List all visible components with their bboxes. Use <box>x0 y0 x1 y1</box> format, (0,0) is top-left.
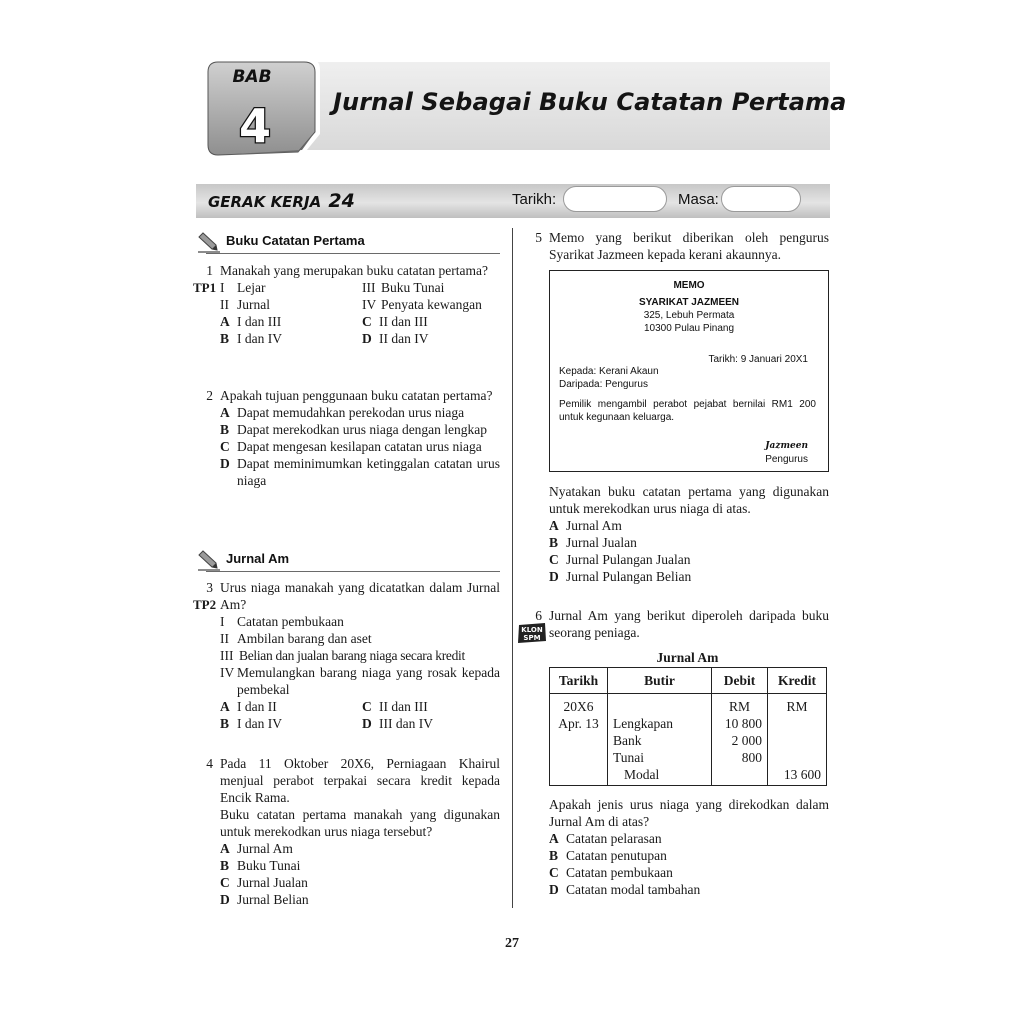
section-heading-buku-catatan <box>196 230 500 256</box>
memo-heading: MEMO <box>673 280 705 291</box>
question-number: 6 <box>535 608 542 623</box>
table-cell: Bank <box>613 733 642 748</box>
tp-level: TP1 <box>193 280 217 295</box>
question-6-prompt <box>522 796 829 898</box>
option-c[interactable]: C Jurnal Pulangan Jualan <box>549 552 691 567</box>
klon-spm-badge <box>516 622 548 644</box>
column-header: Debit <box>712 668 768 694</box>
column-header: Tarikh <box>550 668 608 694</box>
question-text: Manakah yang merupakan buku catatan pertama? <box>220 263 489 278</box>
table-cell: Apr. 13 <box>558 716 599 731</box>
activity-label-text: GERAK KERJA <box>208 193 322 211</box>
pencil-icon <box>196 548 222 572</box>
option-a[interactable]: A I dan III <box>220 314 282 329</box>
section-title: Jurnal Am <box>226 551 290 566</box>
roman-item: I Lejar <box>220 280 266 295</box>
activity-label <box>208 190 355 212</box>
option-c[interactable]: C Catatan pembukaan <box>549 865 673 880</box>
question-number: 4 <box>206 756 213 771</box>
question-text: Urus niaga manakah yang dicatatkan dalam Jurnal Am? <box>220 580 500 612</box>
journal-table <box>549 667 827 786</box>
roman-item: IV Memulangkan barang niaga yang rosak kepada pembekal <box>220 665 500 697</box>
question-prompt: Apakah jenis urus niaga yang direkodkan dalam Jurnal Am di atas? <box>549 797 829 829</box>
question-text: Apakah tujuan penggunaan buku catatan pertama? <box>220 388 493 403</box>
question-2 <box>193 387 500 489</box>
memo-address-line: 325, Lebuh Permata <box>643 310 735 321</box>
roman-item: III Belian dan jualan barang niaga secara kredit <box>220 648 465 663</box>
option-b[interactable]: B Dapat merekodkan urus niaga dengan lengkap <box>220 422 488 437</box>
roman-item: I Catatan pembukaan <box>220 614 344 629</box>
option-c[interactable]: C II dan III <box>362 314 428 329</box>
table-cell: 800 <box>741 750 762 765</box>
table-cell: RM <box>786 699 808 714</box>
pencil-icon <box>196 230 222 254</box>
roman-item: III Buku Tunai <box>362 280 445 295</box>
table-cell <box>717 766 762 783</box>
option-c[interactable]: C Jurnal Jualan <box>220 875 308 890</box>
table-cell: Lengkapan <box>613 716 673 731</box>
chapter-badge-label: BAB <box>232 67 272 87</box>
roman-item: IV Penyata kewangan <box>362 297 482 312</box>
question-prompt: Buku catatan pertama manakah yang digunakan untuk merekodkan urus niaga tersebut? <box>220 807 500 839</box>
option-d[interactable]: D Dapat meminimumkan ketinggalan catatan urus niaga <box>220 456 500 488</box>
question-prompt: Nyatakan buku catatan pertama yang digunakan untuk merekodkan urus niaga di atas. <box>549 484 829 516</box>
column-divider <box>512 228 513 908</box>
table-cell: 20X6 <box>563 699 594 714</box>
memo-company: SYARIKAT JAZMEEN <box>638 297 739 308</box>
badge-text: KLON <box>521 626 543 634</box>
option-d[interactable]: D II dan IV <box>362 331 429 346</box>
question-4 <box>193 755 500 908</box>
question-number: 5 <box>535 230 542 245</box>
option-a[interactable]: A Jurnal Am <box>549 518 622 533</box>
table-cell <box>773 715 821 732</box>
question-text: Memo yang berikut diberikan oleh pengurus Syarikat Jazmeen kepada kerani akaunnya. <box>549 230 829 262</box>
question-3 <box>193 579 500 732</box>
date-field[interactable] <box>563 186 667 212</box>
tp-level: TP2 <box>193 597 217 612</box>
question-number: 1 <box>206 263 213 278</box>
option-b[interactable]: B I dan IV <box>220 716 282 731</box>
option-b[interactable]: B Jurnal Jualan <box>549 535 637 550</box>
memo-date: Tarikh: 9 Januari 20X1 <box>708 354 808 365</box>
question-text: Jurnal Am yang berikut diperoleh daripada buku seorang peniaga. <box>549 608 829 640</box>
memo-from: Daripada: Pengurus <box>559 379 648 390</box>
journal-table-title: Jurnal Am <box>656 650 719 665</box>
question-1 <box>193 262 500 347</box>
option-a[interactable]: A I dan II <box>220 699 277 714</box>
memo-box <box>549 270 829 472</box>
table-cell: Modal <box>624 767 660 782</box>
table-cell <box>773 749 821 766</box>
date-label: Tarikh: <box>512 191 557 208</box>
memo-to: Kepada: Kerani Akaun <box>559 366 659 377</box>
chapter-number: 4 <box>238 99 272 153</box>
option-b[interactable]: B I dan IV <box>220 331 282 346</box>
question-5 <box>522 229 829 263</box>
option-a[interactable]: A Dapat memudahkan perekodan urus niaga <box>220 405 465 420</box>
question-number: 3 <box>206 580 213 595</box>
page-number: 27 <box>505 936 519 951</box>
chapter-title: Jurnal Sebagai Buku Catatan Pertama <box>333 88 847 116</box>
section-heading-jurnal-am <box>196 548 500 574</box>
roman-item: II Ambilan barang dan aset <box>220 631 372 646</box>
question-text: Pada 11 Oktober 20X6, Perniagaan Khairul menjual perabot terpakai secara kredit kepada Encik Rama. <box>220 756 500 805</box>
table-cell <box>773 732 821 749</box>
section-title: Buku Catatan Pertama <box>226 233 365 248</box>
table-cell: 13 600 <box>783 767 821 782</box>
time-field[interactable] <box>721 186 801 212</box>
option-b[interactable]: B Catatan penutupan <box>549 848 667 863</box>
time-label: Masa: <box>678 191 719 208</box>
activity-number: 24 <box>328 190 355 212</box>
option-a[interactable]: A Jurnal Am <box>220 841 293 856</box>
option-d[interactable]: D Catatan modal tambahan <box>549 882 701 897</box>
column-header: Kredit <box>768 668 827 694</box>
chapter-badge <box>190 52 330 167</box>
option-d[interactable]: D Jurnal Belian <box>220 892 309 907</box>
option-c[interactable]: C Dapat mengesan kesilapan catatan urus niaga <box>220 439 482 454</box>
question-6 <box>522 607 829 641</box>
memo-signer: Pengurus <box>765 454 808 465</box>
option-a[interactable]: A Catatan pelarasan <box>549 831 662 846</box>
memo-signature: Jazmeen <box>765 441 808 451</box>
option-d[interactable]: D Jurnal Pulangan Belian <box>549 569 692 584</box>
option-c[interactable]: C II dan III <box>362 699 428 714</box>
option-d[interactable]: D III dan IV <box>362 716 433 731</box>
badge-text: SPM <box>523 634 541 642</box>
option-b[interactable]: B Buku Tunai <box>220 858 301 873</box>
question-5-prompt <box>522 483 829 585</box>
table-cell: Tunai <box>613 750 645 765</box>
question-number: 2 <box>206 388 213 403</box>
column-header: Butir <box>608 668 712 694</box>
memo-address-line: 10300 Pulau Pinang <box>643 323 735 334</box>
table-row <box>550 694 827 786</box>
table-cell: 2 000 <box>731 733 762 748</box>
roman-item: II Jurnal <box>220 297 270 312</box>
table-cell: RM <box>728 699 750 714</box>
table-cell: 10 800 <box>724 716 762 731</box>
memo-body: Pemilik mengambil perabot pejabat bernilai RM1 200 untuk kegunaan keluarga. <box>559 399 816 423</box>
